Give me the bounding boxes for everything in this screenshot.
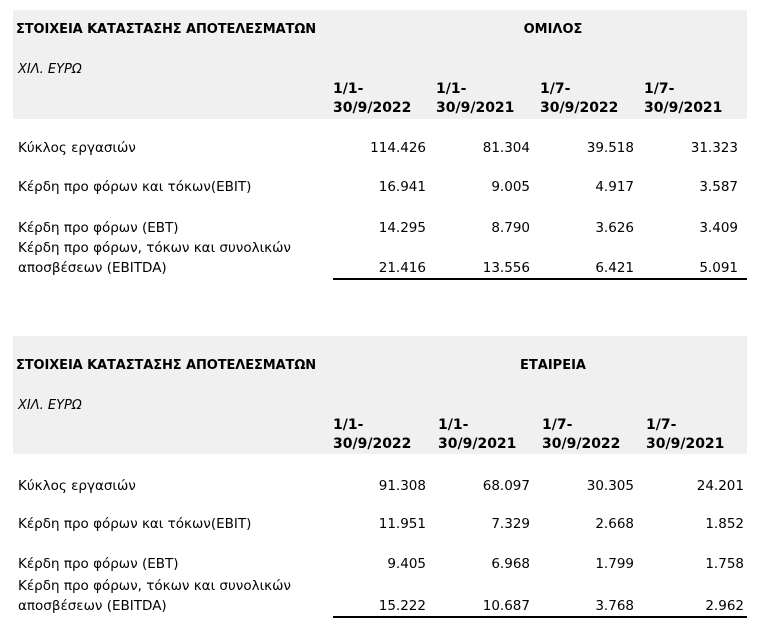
value-cell: 10.687 — [482, 598, 530, 614]
value-cell: 81.304 — [482, 140, 530, 156]
column-header: 1/1- 30/9/2021 — [438, 417, 517, 452]
row-label: Κέρδη προ φόρων (ΕΒΤ) — [18, 220, 179, 236]
value-cell: 4.917 — [595, 179, 634, 195]
table-title: ΣΤΟΙΧΕΙΑ ΚΑΤΑΣΤΑΣΗΣ ΑΠΟΤΕΛΕΣΜΑΤΩΝ — [16, 22, 317, 37]
value-cell: 13.556 — [482, 260, 530, 276]
total-underline — [333, 616, 747, 618]
row-label: Κέρδη προ φόρων, τόκων και συνολικών — [18, 240, 291, 256]
row-label: Κύκλος εργασιών — [18, 478, 136, 494]
results-table-group — [13, 10, 747, 280]
value-cell: 24.201 — [696, 478, 744, 494]
value-cell: 31.323 — [690, 140, 738, 156]
row-label: Κύκλος εργασιών — [18, 140, 136, 156]
column-header: 1/7- 30/9/2021 — [644, 81, 723, 116]
value-cell: 21.416 — [378, 260, 426, 276]
value-cell: 91.308 — [378, 478, 426, 494]
total-underline — [333, 278, 747, 280]
row-label: Κέρδη προ φόρων (ΕΒΤ) — [18, 556, 179, 572]
unit-label: ΧΙΛ. ΕΥΡΩ — [18, 398, 82, 413]
row-label-continued: αποσβέσεων (EBITDA) — [18, 260, 167, 276]
value-cell: 68.097 — [482, 478, 530, 494]
value-cell: 5.091 — [699, 260, 738, 276]
value-cell: 3.409 — [699, 220, 738, 236]
value-cell: 30.305 — [586, 478, 634, 494]
row-label: Κέρδη προ φόρων και τόκων(EBIT) — [18, 516, 252, 532]
value-cell: 3.626 — [595, 220, 634, 236]
row-label: Κέρδη προ φόρων, τόκων και συνολικών — [18, 578, 291, 594]
results-table-company — [13, 336, 747, 618]
table-header — [13, 336, 747, 454]
value-cell: 15.222 — [378, 598, 426, 614]
value-cell: 114.426 — [370, 140, 426, 156]
value-cell: 9.405 — [387, 556, 426, 572]
value-cell: 11.951 — [378, 516, 426, 532]
value-cell: 9.005 — [491, 179, 530, 195]
value-cell: 2.668 — [595, 516, 634, 532]
column-header: 1/7- 30/9/2021 — [646, 417, 725, 452]
value-cell: 16.941 — [378, 179, 426, 195]
value-cell: 1.799 — [595, 556, 634, 572]
value-cell: 7.329 — [491, 516, 530, 532]
column-header: 1/1- 30/9/2022 — [333, 417, 412, 452]
column-header: 1/1- 30/9/2021 — [436, 81, 515, 116]
table-title: ΣΤΟΙΧΕΙΑ ΚΑΤΑΣΤΑΣΗΣ ΑΠΟΤΕΛΕΣΜΑΤΩΝ — [16, 358, 317, 373]
value-cell: 2.962 — [705, 598, 744, 614]
value-cell: 14.295 — [378, 220, 426, 236]
column-header: 1/7- 30/9/2022 — [540, 81, 619, 116]
value-cell: 1.852 — [705, 516, 744, 532]
column-header: 1/7- 30/9/2022 — [542, 417, 621, 452]
column-header: 1/1- 30/9/2022 — [333, 81, 412, 116]
value-cell: 1.758 — [705, 556, 744, 572]
row-label-continued: αποσβέσεων (EBITDA) — [18, 598, 167, 614]
unit-label: ΧΙΛ. ΕΥΡΩ — [18, 62, 82, 77]
value-cell: 3.587 — [699, 179, 738, 195]
table-header — [13, 10, 747, 119]
value-cell: 6.421 — [595, 260, 634, 276]
group-heading: ΕΤΑΙΡΕΙΑ — [520, 358, 586, 373]
value-cell: 8.790 — [491, 220, 530, 236]
value-cell: 6.968 — [491, 556, 530, 572]
value-cell: 39.518 — [586, 140, 634, 156]
group-heading: ΟΜΙΛΟΣ — [523, 22, 583, 37]
row-label: Κέρδη προ φόρων και τόκων(EBIT) — [18, 179, 252, 195]
value-cell: 3.768 — [595, 598, 634, 614]
